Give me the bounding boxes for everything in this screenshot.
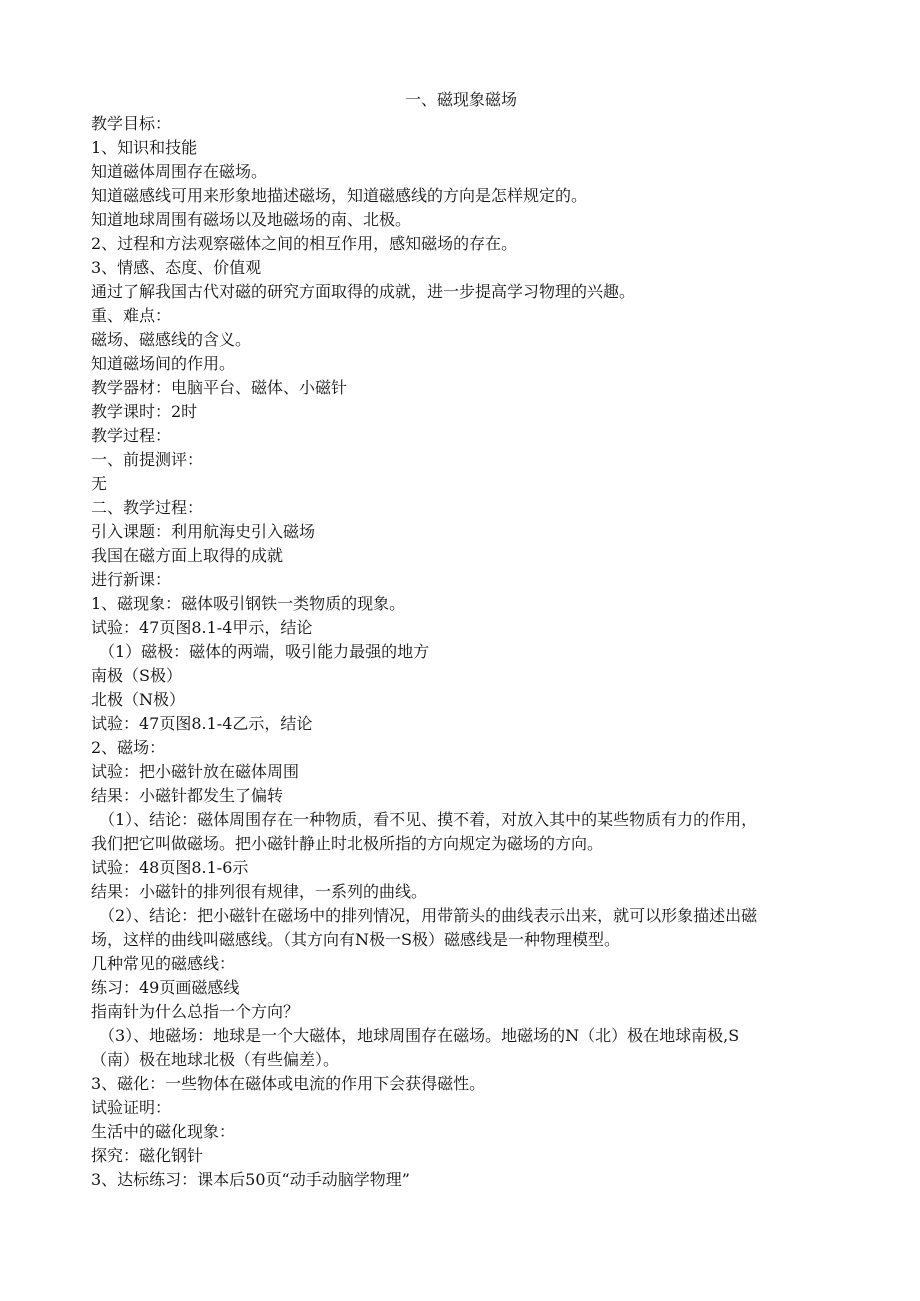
text-line: 二、教学过程： <box>91 498 204 517</box>
text-line: （3）、地磁场：地球是一个大磁体，地球周围存在磁场。地磁场的N（北）极在地球南极,S <box>99 1026 740 1045</box>
document-title: 一、磁现象磁场 <box>404 90 517 109</box>
text-line: 练习：49页画磁感线 <box>91 978 240 997</box>
text-line: 生活中的磁化现象： <box>91 1122 236 1141</box>
text-line: 试验：48页图8.1-6示 <box>91 858 249 877</box>
text-line: 知道地球周围有磁场以及地磁场的南、北极。 <box>91 210 412 229</box>
text-line: 指南针为什么总指一个方向？ <box>91 1002 300 1021</box>
text-line: 知道磁场间的作用。 <box>91 354 236 373</box>
text-line: 2、过程和方法观察磁体之间的相互作用，感知磁场的存在。 <box>91 234 518 253</box>
text-line: 结果：小磁针的排列很有规律，一系列的曲线。 <box>91 882 428 901</box>
text-line: （1）、结论：磁体周围存在一种物质，看不见、摸不着，对放入其中的某些物质有力的作用， <box>99 810 758 829</box>
text-line: 引入课题：利用航海史引入磁场 <box>91 522 316 541</box>
document-page <box>91 88 831 1192</box>
text-line: 重、难点： <box>91 306 172 325</box>
text-line: 我国在磁方面上取得的成就 <box>91 546 284 565</box>
text-line: 教学过程： <box>91 426 172 445</box>
text-line: 无 <box>91 474 108 493</box>
text-line: 我们把它叫做磁场。把小磁针静止时北极所指的方向规定为磁场的方向。 <box>91 834 604 853</box>
text-line: （1）磁极：磁体的两端，吸引能力最强的地方 <box>99 642 430 661</box>
text-line: 2、磁场： <box>91 738 166 757</box>
text-line: 教学器材：电脑平台、磁体、小磁针 <box>91 378 348 397</box>
text-line: 知道磁体周围存在磁场。 <box>91 162 268 181</box>
text-line: 3、磁化：一些物体在磁体或电流的作用下会获得磁性。 <box>91 1074 486 1093</box>
text-line: 3、情感、态度、价值观 <box>91 258 262 277</box>
text-line: 3、达标练习：课本后50页“动手动脑学物理” <box>91 1170 410 1189</box>
text-line: 试验：47页图8.1-4乙示，结论 <box>91 714 313 733</box>
text-line: 结果：小磁针都发生了偏转 <box>91 786 284 805</box>
text-line: 通过了解我国古代对磁的研究方面取得的成就，进一步提高学习物理的兴趣。 <box>91 282 636 301</box>
text-line: 场，这样的曲线叫磁感线。（其方向有N极一S极）磁感线是一种物理模型。 <box>91 930 620 949</box>
text-line: 一、前提测评： <box>91 450 204 469</box>
text-line: 北极（N极） <box>91 690 186 709</box>
text-line: 磁场、磁感线的含义。 <box>91 330 252 349</box>
text-line: 进行新课： <box>91 570 172 589</box>
text-line: 探究：磁化钢针 <box>91 1146 204 1165</box>
text-line: 教学目标： <box>91 114 172 133</box>
text-line: （2）、结论：把小磁针在磁场中的排列情况，用带箭头的曲线表示出来，就可以形象描述出磁 <box>99 906 758 925</box>
text-line: 几种常见的磁感线： <box>91 954 236 973</box>
text-line: 教学课时：2时 <box>91 402 198 421</box>
text-line: 知道磁感线可用来形象地描述磁场，知道磁感线的方向是怎样规定的。 <box>91 186 588 205</box>
text-line: 1、磁现象：磁体吸引钢铁一类物质的现象。 <box>91 594 406 613</box>
text-line: 1、知识和技能 <box>91 138 198 157</box>
text-line: 试验：47页图8.1-4甲示，结论 <box>91 618 313 637</box>
text-line: 南极（S极） <box>91 666 182 685</box>
text-line: 试验证明： <box>91 1098 172 1117</box>
text-line: 试验：把小磁针放在磁体周围 <box>91 762 300 781</box>
text-line: （南）极在地球北极（有些偏差）。 <box>91 1050 340 1069</box>
